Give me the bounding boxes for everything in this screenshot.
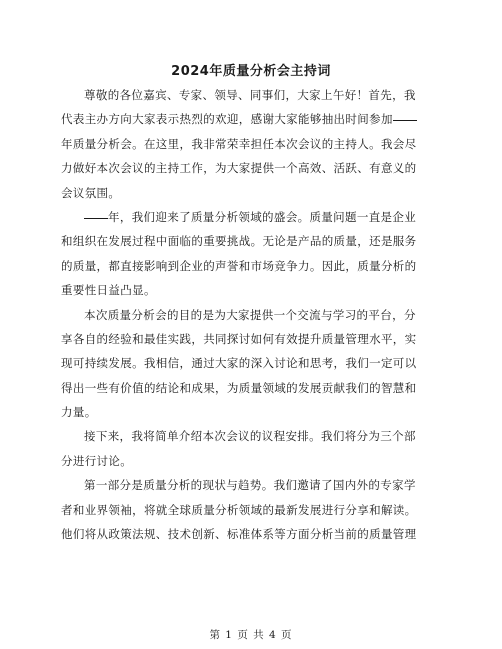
text-line	[61, 303, 444, 327]
page-number-footer: 第 1 页 共 4 页	[209, 629, 293, 641]
text-line	[61, 424, 444, 448]
line-text: 现可持续发展。我相信，通过大家的深入讨论和思考，我们一定可以	[61, 356, 417, 371]
text-line	[61, 132, 444, 156]
text-line	[61, 156, 444, 180]
text-line	[61, 522, 444, 546]
line-text: 得出一些有价值的结论和成果，为质量领域的发展贡献我们的智慧和	[61, 380, 417, 395]
line-text: 接下来，我将简单介绍本次会议的议程安排。我们将分为三个部	[84, 429, 416, 444]
text-line	[61, 473, 444, 497]
text-line	[61, 351, 444, 375]
line-text: 者和业界领袖，将就全球质量分析领域的最新发展进行分享和解读。	[61, 502, 417, 517]
line-text: 的质量，都直接影响到企业的声誉和市场竞争力。因此，质量分析的	[61, 258, 417, 273]
text-line	[61, 278, 444, 302]
line-text: 尊敬的各位嘉宾、专家、领导、同事们，大家上午好！首先，我	[84, 88, 416, 102]
fill-in-blank	[393, 119, 417, 121]
line-text: 会议氛围。	[61, 185, 121, 200]
text-line	[61, 107, 444, 131]
text-line	[61, 376, 444, 400]
text-line	[61, 83, 444, 107]
text-line	[61, 205, 444, 229]
text-line	[61, 181, 444, 205]
text-line	[61, 400, 444, 424]
text-line	[61, 254, 444, 278]
text-line	[61, 498, 444, 522]
document-title: 2024年质量分析会主持词	[171, 64, 331, 79]
line-text: 代表主办方向大家表示热烈的欢迎，感谢大家能够抽出时间参加	[61, 112, 393, 127]
line-text: 分进行讨论。	[61, 453, 133, 468]
line-text: 年，我们迎来了质量分析领域的盛会。质量问题一直是企业	[108, 209, 417, 224]
line-text: 重要性日益凸显。	[61, 283, 156, 298]
line-text: 本次质量分析会的目的是为大家提供一个交流与学习的平台，分	[84, 307, 416, 322]
line-text: 力做好本次会议的主持工作，为大家提供一个高效、活跃、有意义的	[61, 161, 417, 176]
line-text: 第一部分是质量分析的现状与趋势。我们邀请了国内外的专家学	[84, 478, 416, 493]
document-body	[61, 83, 444, 546]
text-line	[61, 229, 444, 253]
line-text: 和组织在发展过程中面临的重要挑战。无论是产品的质量，还是服务	[61, 234, 417, 249]
line-text: 年质量分析会。在这里，我非常荣幸担任本次会议的主持人。我会尽	[61, 136, 417, 151]
text-line	[61, 327, 444, 351]
line-text: 力量。	[61, 405, 97, 420]
line-text: 他们将从政策法规、技术创新、标准体系等方面分析当前的质量管理	[61, 527, 417, 542]
text-line	[61, 449, 444, 473]
fill-in-blank	[84, 217, 108, 219]
line-text: 享各自的经验和最佳实践，共同探讨如何有效提升质量管理水平，实	[61, 331, 417, 346]
